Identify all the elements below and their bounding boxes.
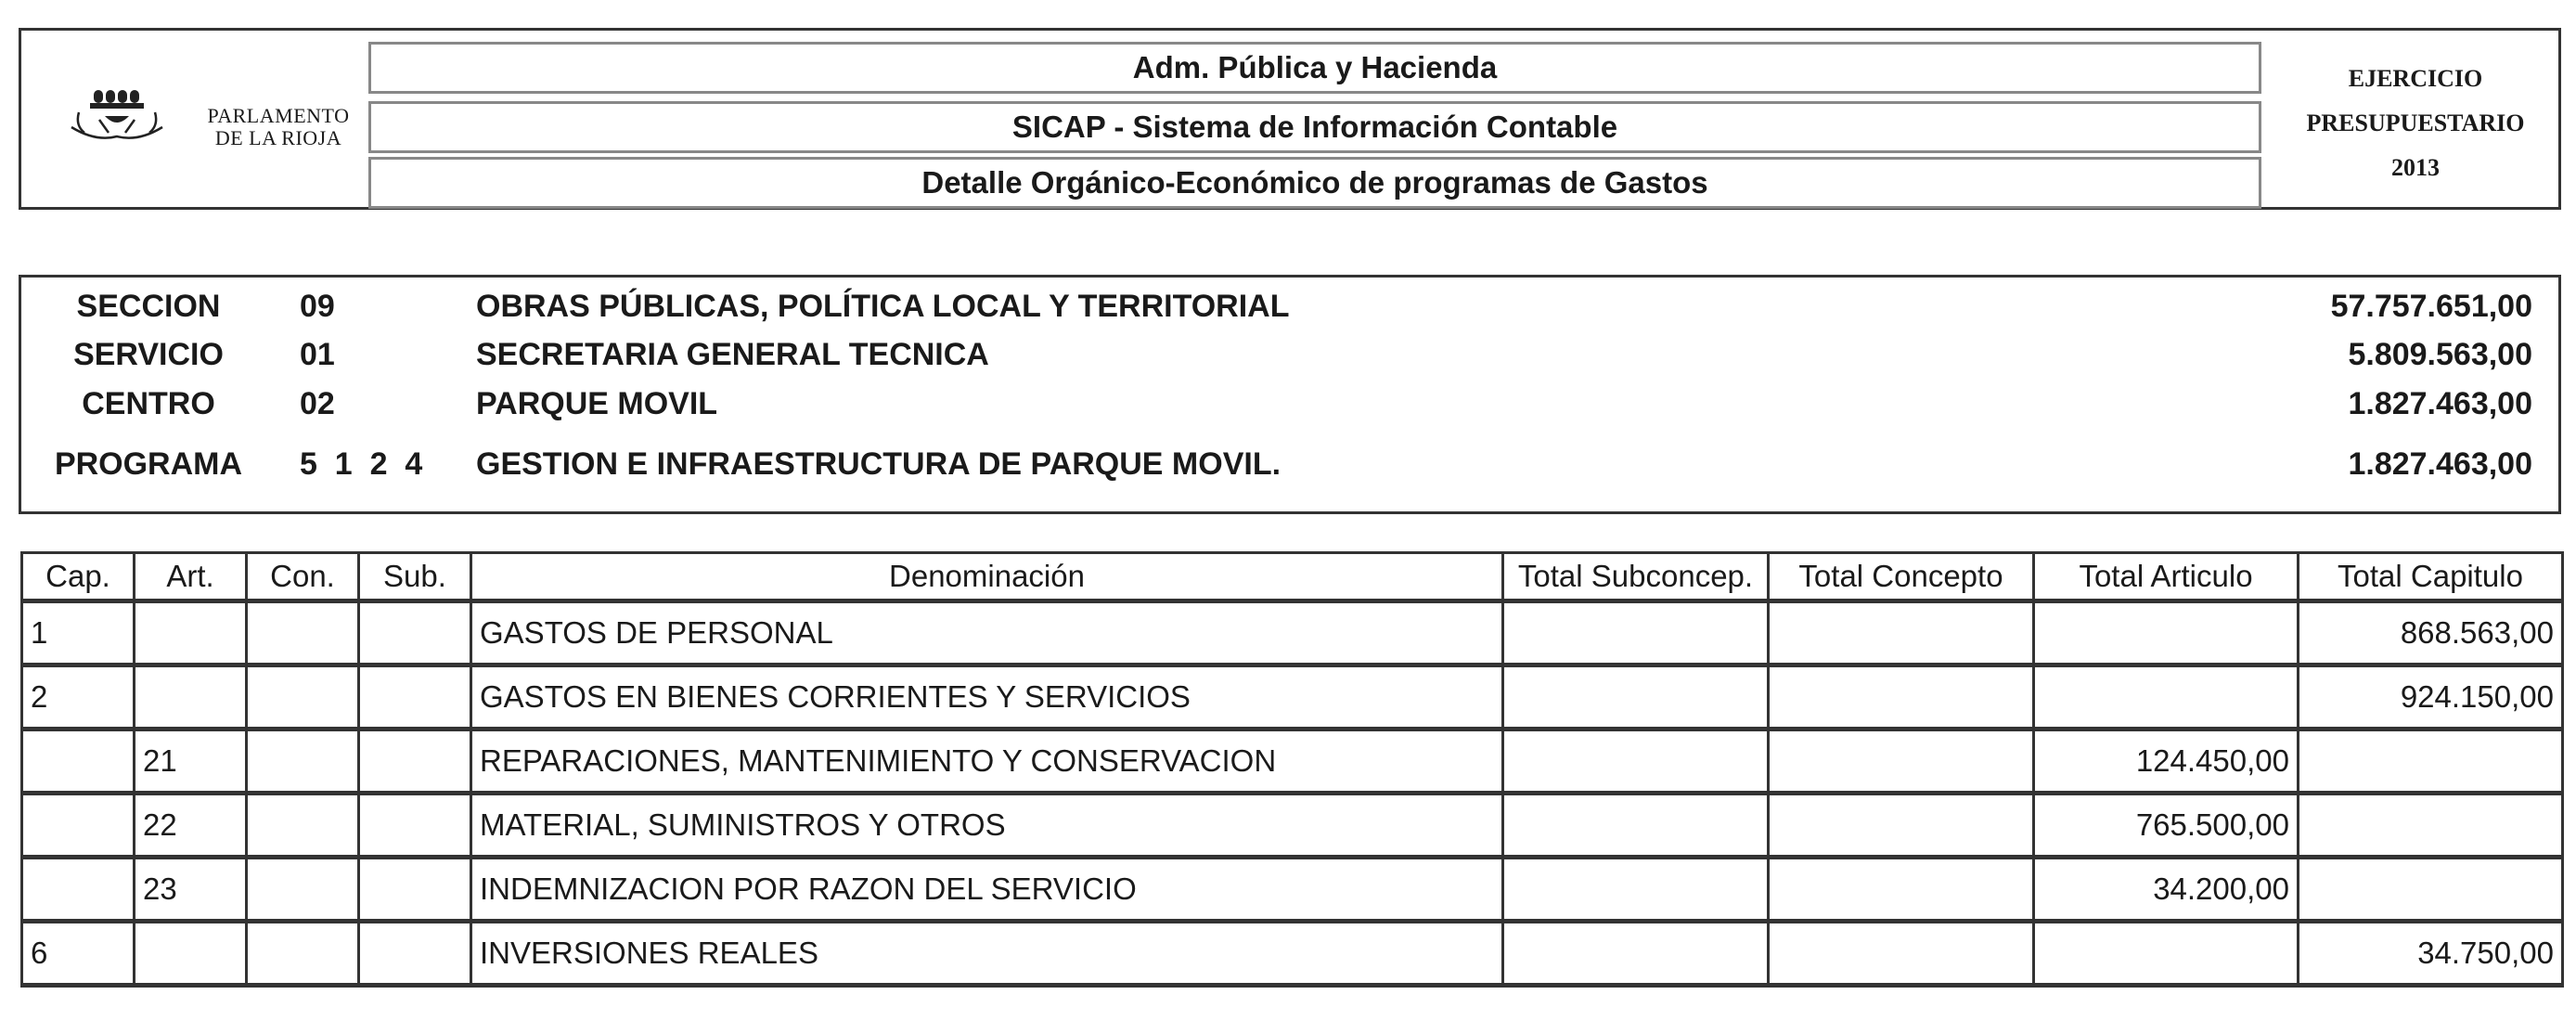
cell-total-concept <box>1769 794 2034 858</box>
cell-sub <box>359 730 471 794</box>
column-header: Cap. <box>22 553 135 601</box>
row-name: SECRETARIA GENERAL TECNICA <box>476 337 989 372</box>
cell-total-chapter <box>2299 730 2563 794</box>
table-row <box>22 922 2563 986</box>
exercise-line: PRESUPUESTARIO <box>2306 110 2525 136</box>
cell-total-chapter: 868.563,00 <box>2299 601 2563 665</box>
row-label: PROGRAMA <box>54 446 243 482</box>
cell-total-concept <box>1769 922 2034 986</box>
cell-denomination: REPARACIONES, MANTENIMIENTO Y CONSERVACION <box>471 730 1503 794</box>
cell-con <box>247 665 359 730</box>
column-header: Sub. <box>359 553 471 601</box>
cell-total-chapter <box>2299 858 2563 922</box>
cell-total-subconcept <box>1503 665 1769 730</box>
parliament-emblem-icon <box>68 84 175 159</box>
header-title-report: Detalle Orgánico-Económico de programas de Gastos <box>368 157 2261 209</box>
column-header: Total Capitulo <box>2299 553 2563 601</box>
cell-sub <box>359 922 471 986</box>
column-header: Total Subconcep. <box>1503 553 1769 601</box>
cell-cap: 1 <box>22 601 135 665</box>
row-label: SERVICIO <box>73 337 224 372</box>
table-header-row <box>22 553 2563 601</box>
row-code: 5 1 2 4 <box>300 446 423 482</box>
parliament-name <box>190 105 367 149</box>
cell-cap <box>22 858 135 922</box>
cell-total-article: 124.450,00 <box>2034 730 2299 794</box>
exercise-year: 2013 <box>2391 154 2440 181</box>
row-label: SECCION <box>76 289 221 324</box>
cell-cap: 2 <box>22 665 135 730</box>
cell-total-article: 34.200,00 <box>2034 858 2299 922</box>
header-title-department: Adm. Pública y Hacienda <box>368 42 2261 94</box>
logo-line: DE LA RIOJA <box>214 126 342 149</box>
service-row <box>21 337 2558 378</box>
row-label: CENTRO <box>82 386 215 421</box>
cell-cap: 6 <box>22 922 135 986</box>
cell-art <box>135 665 247 730</box>
cell-total-concept <box>1769 601 2034 665</box>
row-name: GESTION E INFRAESTRUCTURA DE PARQUE MOVIL. <box>476 446 1282 482</box>
report-header <box>19 28 2561 210</box>
table-row <box>22 858 2563 922</box>
row-name: PARQUE MOVIL <box>476 386 718 421</box>
column-header: Denominación <box>471 553 1503 601</box>
organic-classification <box>19 275 2561 514</box>
table-row <box>22 794 2563 858</box>
row-code: 09 <box>300 289 335 324</box>
cell-art: 23 <box>135 858 247 922</box>
column-header: Art. <box>135 553 247 601</box>
center-row <box>21 386 2558 427</box>
cell-total-subconcept <box>1503 794 1769 858</box>
cell-cap <box>22 794 135 858</box>
cell-cap <box>22 730 135 794</box>
row-amount: 1.827.463,00 <box>2348 386 2532 421</box>
row-code: 02 <box>300 386 335 421</box>
section-row <box>21 289 2558 329</box>
row-amount: 57.757.651,00 <box>2330 289 2532 324</box>
budget-exercise <box>2267 57 2564 190</box>
cell-art <box>135 601 247 665</box>
cell-art: 22 <box>135 794 247 858</box>
cell-con <box>247 601 359 665</box>
cell-total-chapter: 924.150,00 <box>2299 665 2563 730</box>
program-row <box>21 446 2558 487</box>
cell-total-article <box>2034 665 2299 730</box>
row-amount: 5.809.563,00 <box>2348 337 2532 372</box>
cell-total-article <box>2034 601 2299 665</box>
cell-denomination: MATERIAL, SUMINISTROS Y OTROS <box>471 794 1503 858</box>
table-row <box>22 665 2563 730</box>
cell-con <box>247 922 359 986</box>
cell-art <box>135 922 247 986</box>
cell-denomination: INVERSIONES REALES <box>471 922 1503 986</box>
column-header: Con. <box>247 553 359 601</box>
row-amount: 1.827.463,00 <box>2348 446 2532 482</box>
cell-total-subconcept <box>1503 601 1769 665</box>
parliament-logo <box>49 77 365 170</box>
expense-detail-table <box>20 551 2564 988</box>
cell-denomination: INDEMNIZACION POR RAZON DEL SERVICIO <box>471 858 1503 922</box>
column-header: Total Concepto <box>1769 553 2034 601</box>
column-header: Total Articulo <box>2034 553 2299 601</box>
cell-con <box>247 730 359 794</box>
cell-sub <box>359 794 471 858</box>
row-name: OBRAS PÚBLICAS, POLÍTICA LOCAL Y TERRITORIAL <box>476 289 1290 324</box>
cell-total-chapter <box>2299 794 2563 858</box>
cell-total-concept <box>1769 665 2034 730</box>
row-code: 01 <box>300 337 335 372</box>
cell-art: 21 <box>135 730 247 794</box>
exercise-line: EJERCICIO <box>2348 65 2483 92</box>
table-row <box>22 730 2563 794</box>
cell-total-article <box>2034 922 2299 986</box>
cell-sub <box>359 665 471 730</box>
logo-line: PARLAMENTO <box>207 104 350 127</box>
cell-sub <box>359 858 471 922</box>
cell-total-article: 765.500,00 <box>2034 794 2299 858</box>
table-row <box>22 601 2563 665</box>
cell-sub <box>359 601 471 665</box>
cell-total-subconcept <box>1503 922 1769 986</box>
cell-total-subconcept <box>1503 858 1769 922</box>
cell-total-chapter: 34.750,00 <box>2299 922 2563 986</box>
cell-total-subconcept <box>1503 730 1769 794</box>
cell-denomination: GASTOS DE PERSONAL <box>471 601 1503 665</box>
cell-total-concept <box>1769 858 2034 922</box>
cell-con <box>247 858 359 922</box>
cell-total-concept <box>1769 730 2034 794</box>
cell-denomination: GASTOS EN BIENES CORRIENTES Y SERVICIOS <box>471 665 1503 730</box>
header-title-system: SICAP - Sistema de Información Contable <box>368 101 2261 153</box>
cell-con <box>247 794 359 858</box>
